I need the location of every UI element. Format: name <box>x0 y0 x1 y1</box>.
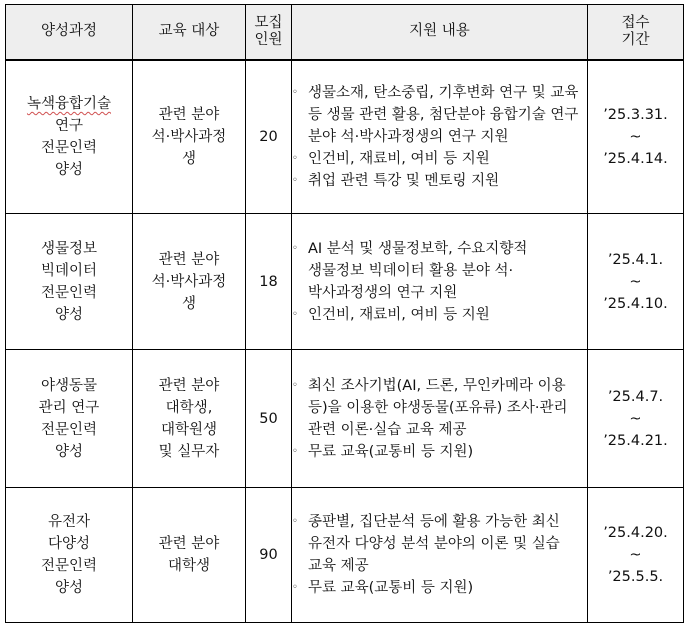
period-cell <box>588 214 684 350</box>
period-end: ’25.5.5. <box>607 569 664 585</box>
course-cell <box>6 488 133 623</box>
course-line: 양성 <box>54 443 83 460</box>
support-cell <box>292 60 588 214</box>
period-sep: ~ <box>629 128 642 145</box>
course-line: 관리 연구 <box>38 399 100 416</box>
bullet-icon: ◦ <box>292 308 298 320</box>
support-item <box>292 304 587 326</box>
course-line: 빅데이터 <box>40 262 98 279</box>
course-line: 연구 <box>54 117 83 134</box>
target-cell <box>133 214 246 350</box>
support-text: 종판별, 집단분석 등에 활용 가능한 최신 유전자 다양성 분석 분야의 이론 및 실습 교육 제공 <box>308 514 560 574</box>
period-sep: ~ <box>629 410 642 427</box>
table-row <box>6 60 684 214</box>
bullet-icon: ◦ <box>292 152 298 164</box>
bullet-icon: ◦ <box>292 174 298 186</box>
period-cell <box>588 488 684 623</box>
support-cell <box>292 350 588 488</box>
support-text: 무료 교육(교통비 등 지원) <box>308 580 474 596</box>
support-item <box>292 441 587 463</box>
course-line: 녹색융합기술 <box>26 95 112 112</box>
period-end: ’25.4.14. <box>603 150 668 167</box>
support-item <box>292 82 587 148</box>
support-text: 취업 관련 특강 및 멘토링 지원 <box>308 172 500 189</box>
target-line: 대학원생 <box>160 421 218 438</box>
support-text: 인건비, 재료비, 여비 등 지원 <box>308 306 490 323</box>
header-period-line1: 접수 <box>621 14 650 31</box>
target-line: 생 <box>181 150 196 167</box>
header-course: 양성과정 <box>6 5 133 60</box>
period-end: ’25.4.10. <box>603 295 668 312</box>
course-line: 전문인력 <box>40 558 98 574</box>
target-line: 및 실무자 <box>158 443 220 460</box>
bullet-icon: ◦ <box>292 516 298 527</box>
recruit-count: 20 <box>246 60 292 214</box>
course-line: 야생동물 <box>40 377 98 394</box>
recruit-count: 18 <box>246 214 292 350</box>
period-start: ’25.3.31. <box>603 106 668 123</box>
course-line: 전문인력 <box>40 139 98 156</box>
support-text: 생물소재, 탄소중립, 기후변화 연구 및 교육 등 생물 관련 활용, 첨단분야 융합기술 연구 분야 석·박사과정생의 연구 지원 <box>308 84 579 145</box>
course-cell <box>6 350 133 488</box>
course-line: 다양성 <box>47 536 91 552</box>
bullet-icon: ◦ <box>292 379 298 391</box>
period-start: ’25.4.7. <box>607 388 664 405</box>
target-cell <box>133 60 246 214</box>
period-sep: ~ <box>629 273 642 290</box>
course-line: 양성 <box>54 580 83 596</box>
bullet-icon: ◦ <box>292 86 298 98</box>
training-programs-table <box>5 4 684 623</box>
support-text: 인건비, 재료비, 여비 등 지원 <box>308 150 490 167</box>
bullet-icon: ◦ <box>292 445 298 457</box>
course-line: 전문인력 <box>40 284 98 301</box>
support-text: AI 분석 및 생물정보학, 수요지향적 생물정보 빅데이터 활용 분야 석·박사과정생의 연구 지원 <box>308 240 528 301</box>
target-line: 관련 분야 <box>158 536 220 552</box>
course-line: 양성 <box>54 306 83 323</box>
table-row <box>6 350 684 488</box>
support-item <box>292 170 587 192</box>
target-cell <box>133 488 246 623</box>
bullet-icon: ◦ <box>292 582 298 593</box>
target-line: 관련 분야 <box>158 377 220 394</box>
support-cell <box>292 214 588 350</box>
target-line: 석·박사과정 <box>151 128 227 145</box>
header-recruit <box>246 5 292 60</box>
support-cell <box>292 488 588 623</box>
recruit-count: 90 <box>246 488 292 623</box>
support-text: 무료 교육(교통비 등 지원) <box>308 443 474 460</box>
table-row <box>6 214 684 350</box>
target-line: 생 <box>181 295 196 312</box>
target-line: 대학생 <box>167 558 211 574</box>
header-recruit-line2: 인원 <box>254 31 283 48</box>
course-line: 생물정보 <box>40 240 98 257</box>
course-cell <box>6 60 133 214</box>
period-end: ’25.4.21. <box>603 432 668 449</box>
header-recruit-line1: 모집 <box>254 14 283 31</box>
target-line: 관련 분야 <box>158 106 220 123</box>
course-line: 양성 <box>54 161 83 178</box>
period-cell <box>588 60 684 214</box>
table-header-row <box>6 5 684 60</box>
period-sep: ~ <box>629 547 642 563</box>
support-item <box>292 577 587 599</box>
target-line: 관련 분야 <box>158 251 220 268</box>
support-item <box>292 148 587 170</box>
support-item <box>292 511 587 577</box>
period-cell <box>588 350 684 488</box>
support-item <box>292 238 587 304</box>
support-item <box>292 375 587 441</box>
header-period-line2: 기간 <box>621 31 650 48</box>
period-start: ’25.4.20. <box>603 525 668 541</box>
period-start: ’25.4.1. <box>607 251 664 268</box>
header-support: 지원 내용 <box>292 5 588 60</box>
course-line: 유전자 <box>47 514 91 530</box>
target-line: 석·박사과정 <box>151 273 227 290</box>
course-cell <box>6 214 133 350</box>
table-row <box>6 488 684 623</box>
header-period <box>588 5 684 60</box>
course-line: 전문인력 <box>40 421 98 438</box>
target-line: 대학생, <box>165 399 213 416</box>
bullet-icon: ◦ <box>292 242 298 254</box>
header-target: 교육 대상 <box>133 5 246 60</box>
target-cell <box>133 350 246 488</box>
recruit-count: 50 <box>246 350 292 488</box>
support-text: 최신 조사기법(AI, 드론, 무인카메라 이용 등)을 이용한 야생동물(포유류) 조사·관리 관련 이론·실습 교육 제공 <box>308 377 568 438</box>
